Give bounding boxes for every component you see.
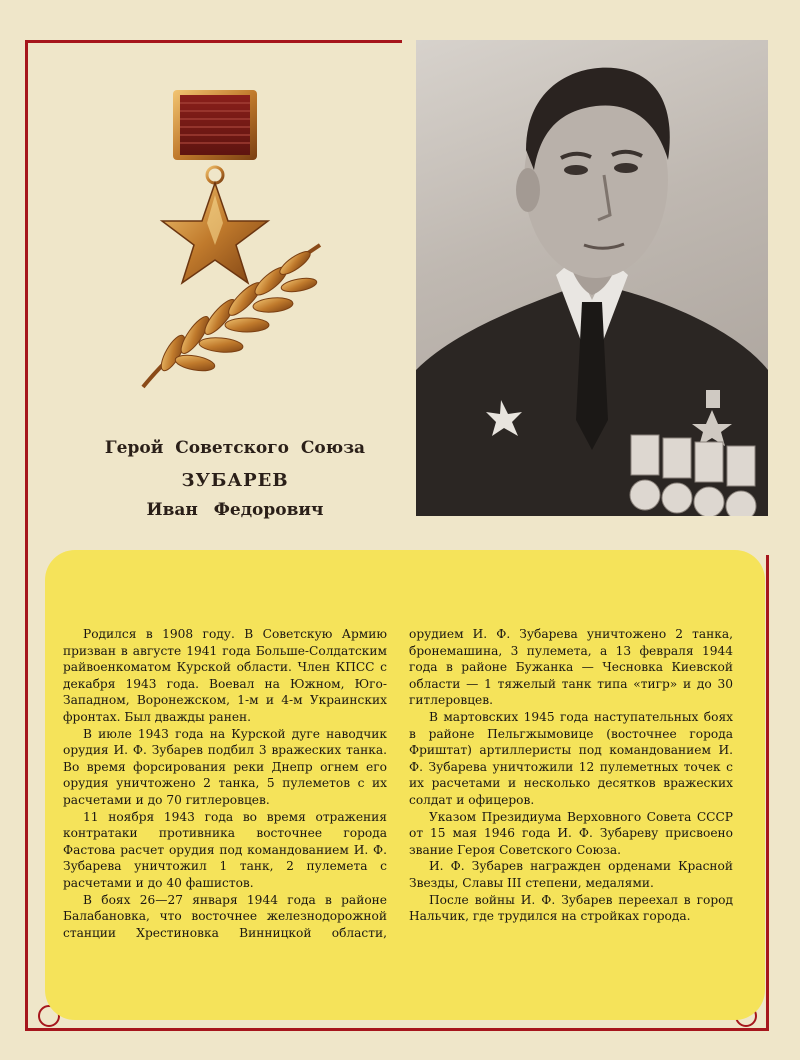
biography-paragraph: В мартовских 1945 года наступательных боях в районе Пельгжымовице (восточнее города Фриштат) артиллеристы под командованием И. Ф. Зубарева уничтожили 12 пулеметных точек с их расчетами и несколько десятков вражеских солдат и офицеров.	[409, 709, 733, 807]
hero-name: Иван Федорович	[146, 500, 324, 520]
biography-paragraph: После войны И. Ф. Зубарев переехал в город Нальчик, где трудился на стройках города.	[409, 892, 733, 924]
frame-left	[25, 40, 28, 1030]
biography-paragraph: В июле 1943 года на Курской дуге наводчик орудия И. Ф. Зубарев подбил 3 вражеских танка. Во время форсирования реки Днепр огнем его орудия уничтожено 2 танка, 5 пулеметов с их расчетами и до 70 гитлеровцев.	[63, 726, 387, 807]
biography-paragraph: 11 ноября 1943 года во время отражения контратаки противника восточнее города Фастова расчет орудия под командованием И. Ф. Зубарева уничтожил 1 танк, 2 пулемета с расчетами и до 40 фашистов.	[63, 809, 387, 890]
biography-text	[63, 626, 733, 941]
portrait-photo-icon	[416, 40, 768, 516]
biography-paragraph: В боях 26—27 января 1944 года в районе Балабановка, что восточнее железнодорожной станции Хрестиновка Винницкой области, орудием И. Ф. Зубарева уничтожено 2 танка, бронемашина, 3 пулемета, а 13 февраля 1944 года в районе Бужанка — Чесновка Киевской области — 1 тяжелый танк типа «тигр» и до 30 гитлеровцев.	[63, 627, 733, 940]
frame-right	[766, 555, 769, 1030]
hero-surname: ЗУБАРЕВ	[181, 470, 289, 491]
biography-paragraph: Родился в 1908 году. В Советскую Армию призван в августе 1941 года Больше-Солдатским райвоенкоматом Курской области. Член КПСС с декабря 1943 года. Воевал на Южном, Юго-Западном, Воронежском, 1-м и 4-м Украинских фронтах. Был дважды ранен.	[63, 627, 387, 724]
biography-paragraph: Указом Президиума Верховного Совета СССР от 15 мая 1946 года И. Ф. Зубареву присвоено звание Героя Советского Союза.	[409, 809, 733, 857]
frame-top-left	[25, 40, 402, 43]
frame-bottom	[25, 1028, 769, 1031]
hero-title: Герой Советского Союза	[104, 438, 366, 458]
gold-star-medal-icon	[125, 85, 345, 405]
biography-paragraph: И. Ф. Зубарев награжден орденами Красной Звезды, Славы III степени, медалями.	[409, 859, 733, 890]
